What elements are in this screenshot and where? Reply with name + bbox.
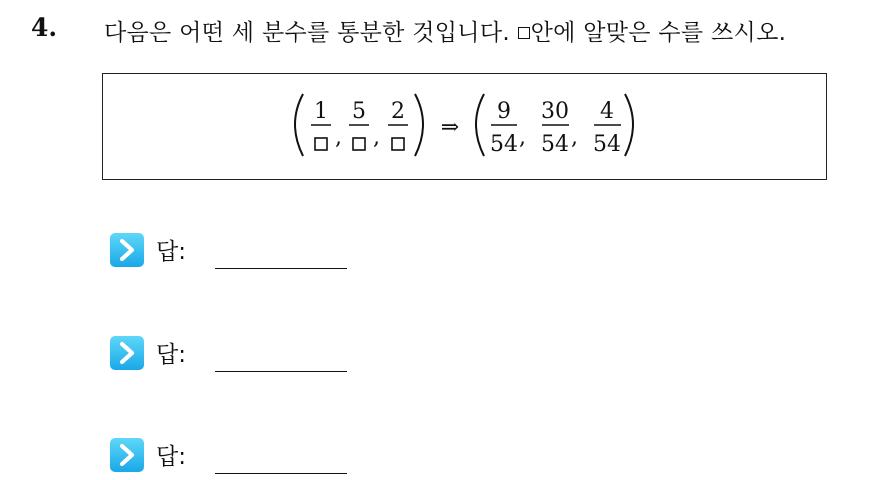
- chevron-right-icon: [110, 233, 144, 267]
- right-num-3: 4: [600, 99, 614, 124]
- answer-row-3: [110, 438, 370, 474]
- right-num-2: 30: [541, 99, 569, 124]
- right-den-3: 54: [593, 132, 621, 157]
- implies-arrow: ⇒: [440, 115, 460, 140]
- comma-4: ,: [571, 125, 578, 150]
- right-den-1: 54: [490, 132, 518, 157]
- answer-blank-3[interactable]: [215, 473, 347, 474]
- left-num-1: 1: [314, 99, 328, 124]
- blank-box-3: [392, 138, 404, 150]
- answer-label-3: 답:: [156, 444, 186, 470]
- right-den-2: 54: [541, 132, 569, 157]
- answer-blank-2[interactable]: [215, 371, 347, 372]
- answer-row-2: [110, 336, 370, 372]
- expression-box: [102, 73, 827, 180]
- left-num-3: 2: [391, 99, 405, 124]
- comma-1: ,: [335, 125, 342, 150]
- chevron-right-icon: [110, 438, 144, 472]
- blank-box-2: [353, 138, 365, 150]
- answer-label-2: 답:: [156, 342, 186, 368]
- question-text: [104, 14, 786, 47]
- chevron-right-icon: [110, 336, 144, 370]
- expression-svg: [103, 74, 828, 181]
- question-number: 4.: [31, 13, 58, 42]
- question-text-tail: 안에 알맞은 수를 쓰시오.: [530, 20, 787, 46]
- left-paren-open: [295, 94, 303, 156]
- blank-box-1: [315, 138, 327, 150]
- comma-3: ,: [519, 125, 526, 150]
- comma-2: ,: [373, 125, 380, 150]
- right-paren-close: [625, 94, 633, 156]
- left-paren-close: [415, 94, 423, 156]
- right-num-1: 9: [497, 99, 511, 124]
- left-num-2: 5: [352, 99, 366, 124]
- answer-blank-1[interactable]: [215, 268, 347, 269]
- blank-box-icon: [518, 27, 530, 39]
- right-paren-open: [476, 94, 484, 156]
- answer-row-1: [110, 233, 370, 269]
- answer-label-1: 답:: [156, 239, 186, 265]
- question-text-head: 다음은 어떤 세 분수를 통분한 것입니다.: [104, 20, 518, 46]
